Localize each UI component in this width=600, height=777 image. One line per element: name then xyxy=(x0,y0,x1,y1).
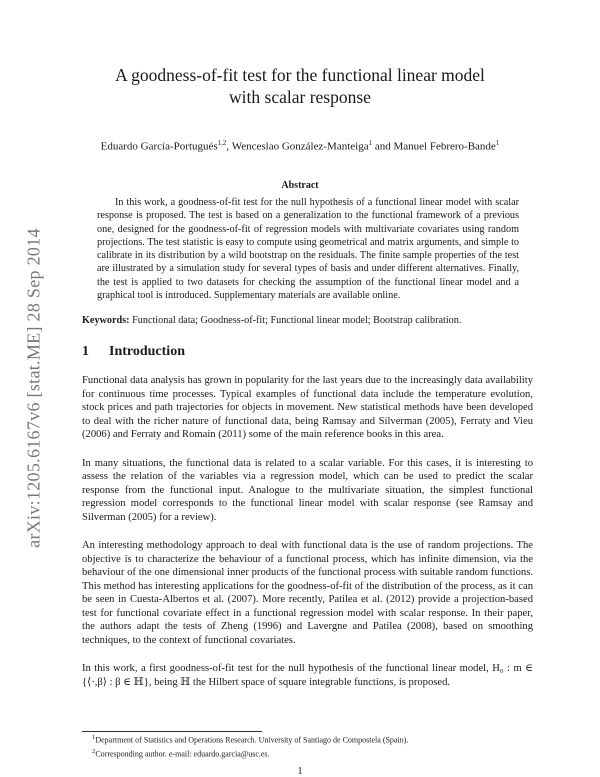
section-number: 1 xyxy=(82,344,89,359)
section-title: Introduction xyxy=(109,344,185,359)
separator: and xyxy=(372,140,394,153)
author-name: Manuel Febrero-Bande xyxy=(393,140,496,153)
separator: , xyxy=(226,140,232,153)
paragraph: An interesting methodology approach to deal with functional data is the use of random projections. The objective is to characterize the behaviour of a functional process, which has infinite dimension, via the behaviour of the one dimensional inner products of the functional process with suitable random functions. This method has interesting applications for the goodness-of-fit of the distribution of the process, as it can be seen in Cuesta-Albertos et al. (2007). More recently, Patilea et al. (2012) provide a projection-based test for functional covariate effect in a functional regression model with scalar response. In their paper, the authors adapt the tests of Zheng (1996) and Lavergne and Patilea (2008), based on smoothing techniques, to the context of functional covariates. xyxy=(82,540,533,646)
author-affiliation: 1,2 xyxy=(217,139,227,147)
paragraph: In many situations, the functional data is related to a scalar variable. For this cases, it is interesting to assess the relation of the variables via a regression model, which can be used to predict the scalar response from the functional input. Analogue to the multivariate situation, the simplest functional regression model corresponds to the functional linear model with scalar response (see Ramsay and Silverman (2005) for a review). xyxy=(82,457,533,523)
authors xyxy=(0,139,600,153)
title-line: A goodness-of-fit test for the functional linear model xyxy=(115,65,485,85)
keywords-text: Functional data; Goodness-of-fit; Functional linear model; Bootstrap calibration. xyxy=(132,315,462,326)
author-name: Wenceslao González-Manteiga xyxy=(231,140,369,153)
introduction-body xyxy=(82,374,533,704)
title-line: with scalar response xyxy=(229,87,371,107)
paragraph: Functional data analysis has grown in popularity for the last years due to the increasingly data availability for continuous time processes. Typical examples of functional data include the temperature evolution, stock prices and path trajectories for objects in movement. New statistical methods have been developed to deal with the richer nature of functional data, being Ramsay and Silverman (2005), Ferraty and Vieu (2006) and Ferraty and Romain (2011) some of the main reference books in this area. xyxy=(82,375,533,440)
arxiv-identifier: arXiv:1205.6167v6 [stat.ME] 28 Sep 2014 xyxy=(23,228,44,548)
footnote-text: Department of Statistics and Operations Research. University of Santiago de Compostela (Spain). xyxy=(95,735,409,745)
abstract-text: In this work, a goodness-of-fit test for the null hypothesis of a functional linear model with scalar response is proposed. The test is based on a generalization to the functional framework of a previous one, designed for the goodness-of-fit of regression models with multivariate covariates using random projections. The test statistic is easy to compute using geometrical and matrix arguments, and simple to calibrate in its distribution by a wild bootstrap on the residuals. The finite sample properties of the test are illustrated by a simulation study for several types of basis and under different alternatives. Finally, the test is applied to two datasets for checking the assumption of the functional linear model and a graphical tool is introduced. Supplementary materials are available online. xyxy=(97,197,519,302)
abstract-heading: Abstract xyxy=(281,180,319,191)
keywords-label: Keywords: xyxy=(82,315,130,326)
footnote xyxy=(82,732,408,746)
section-heading xyxy=(82,344,185,360)
footnotes xyxy=(82,732,408,759)
author-name: Eduardo García-Portugués xyxy=(100,140,218,153)
paper-title xyxy=(0,64,600,108)
footnote-mark: 1 xyxy=(92,734,96,741)
author-affiliation: 1 xyxy=(368,139,373,147)
footnote-text: Corresponding author. e-mail: eduardo.garcia@usc.es. xyxy=(95,749,270,759)
page-number: 1 xyxy=(297,766,303,777)
footnote xyxy=(82,746,408,760)
keywords xyxy=(82,315,532,326)
footnote-mark: 2 xyxy=(92,747,96,755)
author-affiliation: 1 xyxy=(495,139,500,147)
paragraph: In this work, a first goodness-of-fit test for the null hypothesis of the functional linear model, H₀ : m ∈ {⟨·,β⟩ : β ∈ ℍ}, being ℍ the Hilbert space of square integrable functions, is proposed. xyxy=(82,663,533,688)
